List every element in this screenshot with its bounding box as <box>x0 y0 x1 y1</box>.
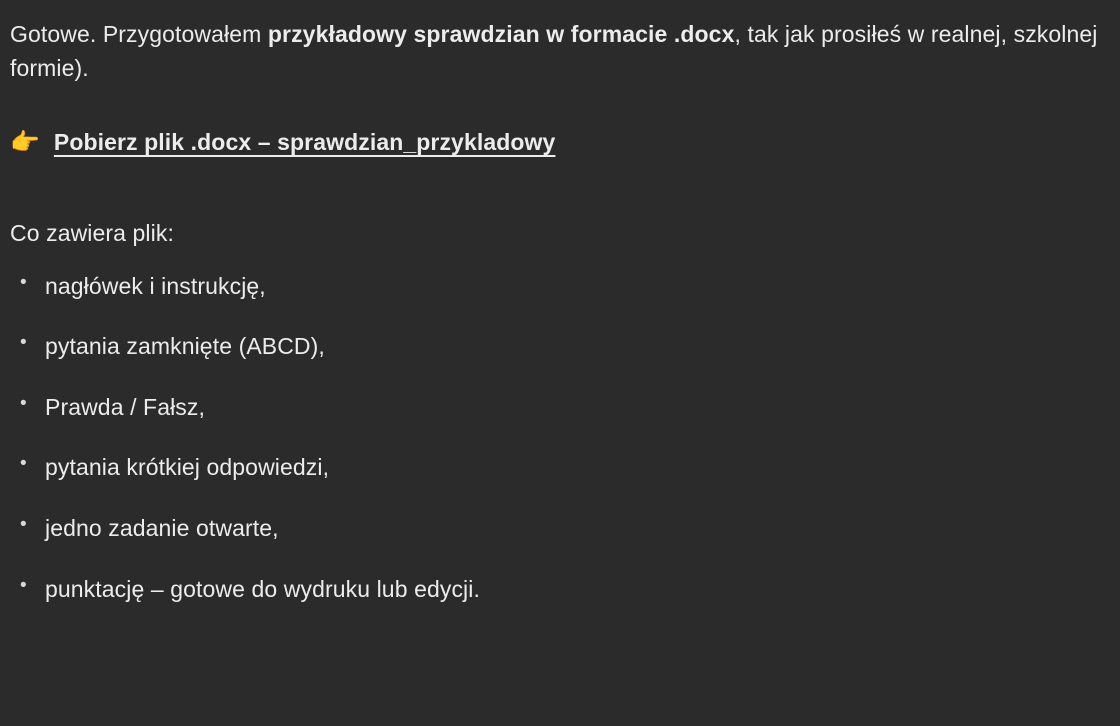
list-item: • Prawda / Fałsz, <box>10 394 1110 422</box>
contents-heading: Co zawiera plik: <box>10 219 174 246</box>
list-item: • jedno zadanie otwarte, <box>10 515 1110 543</box>
download-row <box>10 129 1110 156</box>
intro-text-bold: przykładowy sprawdzian w formacie .docx <box>267 21 735 47</box>
intro-paragraph <box>10 18 1110 86</box>
pointing-hand-icon: 👉 <box>10 128 40 156</box>
list-item: • punktację – gotowe do wydruku lub edycji. <box>10 576 1110 604</box>
download-docx-link[interactable]: Pobierz plik .docx – sprawdzian_przykladowy <box>53 128 556 155</box>
intro-text-suffix: , tak jak prosiłeś w realnej, szkolnej formie). <box>10 21 1098 81</box>
intro-text-prefix: Gotowe. Przygotowałem <box>10 21 268 47</box>
list-item: • pytania zamknięte (ABCD), <box>10 333 1110 361</box>
list-item: • pytania krótkiej odpowiedzi, <box>10 454 1110 482</box>
list-item: • nagłówek i instrukcję, <box>10 273 1110 301</box>
contents-list <box>10 273 1110 604</box>
